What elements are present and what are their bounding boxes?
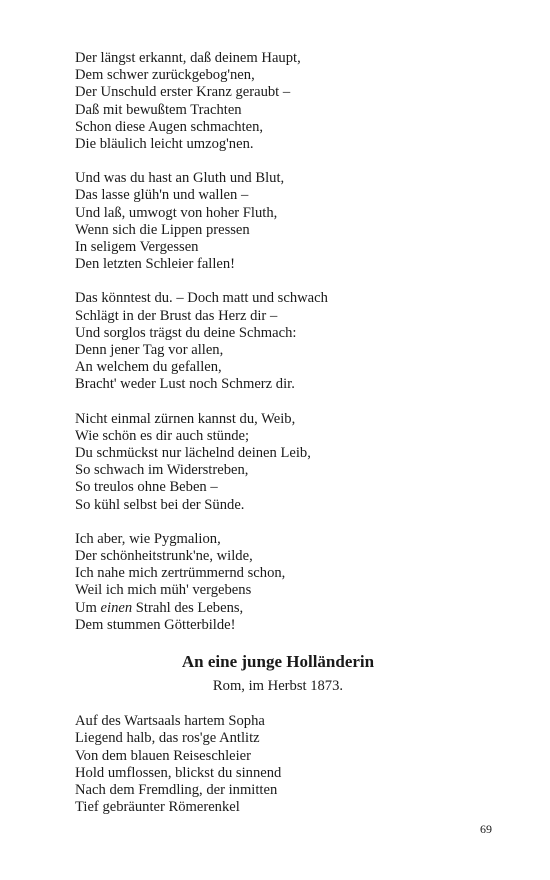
stanza [75,411,515,514]
page-number: 69 [480,822,492,836]
poem-line: Von dem blauen Reiseschleier [75,747,252,764]
stanza [75,713,515,816]
stanza [75,170,515,273]
line-text: Strahl des Lebens, [132,599,244,616]
poem-line: Tief gebräunter Römerenkel [75,799,240,816]
poem-line: Den letzten Schleier fallen! [75,256,236,273]
poem-line: Das könntest du. – Doch matt und schwach [75,290,328,307]
poem-line: Nicht einmal zürnen kannst du, Weib, [75,410,296,427]
poem-line: Auf des Wartsaals hartem Sopha [75,713,265,730]
stanza [75,600,515,634]
poem-line: Denn jener Tag vor allen, [75,342,224,359]
poem-line: Der Unschuld erster Kranz geraubt – [75,84,291,101]
stanza [75,531,515,600]
poem-title: An eine junge Holländerin [181,652,375,672]
poem-line: So kühl selbst bei der Sünde. [75,496,245,513]
poem-line: An welchem du gefallen, [75,359,222,376]
poem-line: Schon diese Augen schmachten, [75,118,264,135]
poem-line: Wie schön es dir auch stünde; [75,427,250,444]
poem-line: Ich aber, wie Pygmalion, [75,530,221,547]
poem-line: Liegend halb, das ros'ge Antlitz [75,730,260,747]
stanza [75,290,515,393]
poem-line: Schlägt in der Brust das Herz dir – [75,307,278,324]
poem-subtitle: Rom, im Herbst 1873. [212,678,344,695]
poem-line: Der längst erkannt, daß deinem Haupt, [75,50,301,66]
poem-line: Ich nahe mich zertrümmernd schon, [75,565,286,582]
line-text: Um [75,599,101,616]
poem-line: Das lasse glüh'n und wallen – [75,187,249,204]
poem-line: Und laß, umwogt von hoher Fluth, [75,204,278,221]
page-body [75,50,515,833]
poem-line: So schwach im Widerstreben, [75,462,249,479]
poem-line: Bracht' weder Lust noch Schmerz dir. [75,376,295,393]
poem-line: Du schmückst nur lächelnd deinen Leib, [75,445,311,462]
poem-line: Die bläulich leicht umzog'nen. [75,136,254,153]
poem-line: Dem stummen Götterbilde! [75,616,236,633]
poem-line: Und was du hast an Gluth und Blut, [75,170,285,187]
poem-line: Nach dem Fremdling, der inmitten [75,781,278,798]
poem-line: Daß mit bewußtem Trachten [75,101,242,118]
poem-stanzas [75,50,515,600]
poem-line: So treulos ohne Beben – [75,479,218,496]
poem-line: In seligem Vergessen [75,239,199,256]
poem-line: Wenn sich die Lippen pressen [75,221,250,238]
emphasized-word: einen [100,599,133,616]
poem-line [75,600,515,617]
poem-line: Dem schwer zurückgebog'nen, [75,67,255,84]
poem-line: Und sorglos trägst du deine Schmach: [75,324,297,341]
poem-line: Der schönheitstrunk'ne, wilde, [75,548,253,565]
poem-line: Hold umflossen, blickst du sinnend [75,764,282,781]
poem-line: Weil ich mich müh' vergebens [75,582,252,599]
stanza [75,50,515,153]
